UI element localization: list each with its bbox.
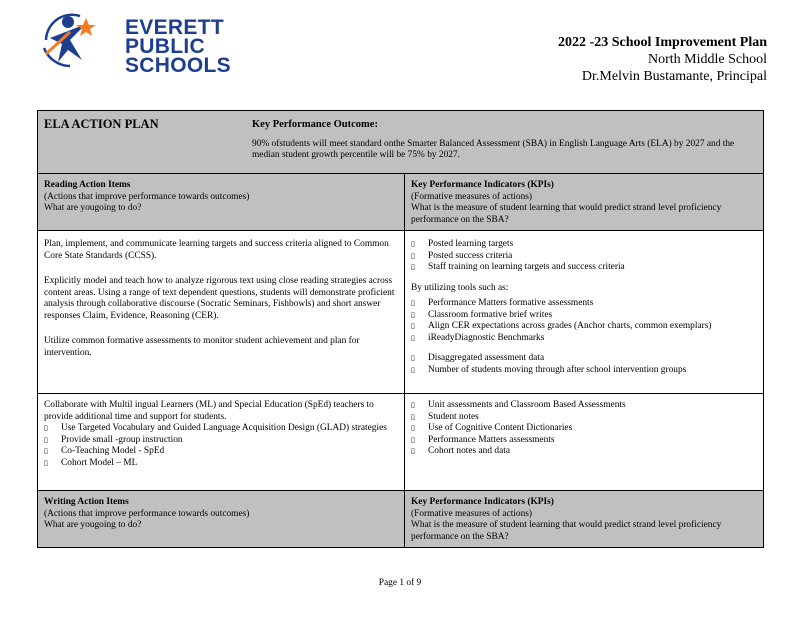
kpi-intro: By utilizing tools such as:	[411, 282, 509, 293]
kpi-item: ▯ Number of students moving through after school intervention groups	[411, 365, 757, 377]
kpi-list	[411, 239, 757, 274]
reading-action-question: What are yougoing to do?	[44, 203, 142, 213]
kpi-item: ▯ Classroom formative brief writes	[411, 310, 757, 322]
logo-line-1: EVERETT	[125, 16, 224, 39]
writing-kpi-sub: (Formative measures of actions)	[411, 508, 533, 519]
kpo-text: 90% ofstudents will meet standard onthe Smarter Balanced Assessment (SBA) in English Language Arts (ELA) by 2027 and the median student growth percentile will be 75% by 2027.	[252, 138, 735, 160]
document-header	[558, 34, 767, 85]
kpi-item: ▯ Student notes	[411, 412, 757, 424]
kpi-list	[411, 298, 757, 344]
principal-name: Dr.Melvin Bustamante, Principal	[581, 69, 767, 84]
kpi-item: ▯ Align CER expectations across grades (Anchor charts, common exemplars)	[411, 321, 757, 333]
writing-kpi-title: Key Performance Indicators (KPIs)	[411, 497, 554, 507]
kpi-item: ▯ Performance Matters assessments	[411, 435, 757, 447]
logo-line-2: PUBLIC	[125, 35, 205, 58]
writing-header-row	[38, 491, 764, 548]
writing-action-sub: (Actions that improve performance towards outcomes)	[44, 508, 250, 519]
outcome-row	[38, 111, 764, 174]
kpi-item: ▯ Performance Matters formative assessments	[411, 298, 757, 310]
kpo-label: Key Performance Outcome:	[252, 119, 378, 130]
reading-row-2	[38, 394, 764, 491]
reading-action-sub: (Actions that improve performance towards outcomes)	[44, 191, 250, 202]
plan-title: 2022 -23 School Improvement Plan	[558, 35, 767, 50]
kpi-list	[411, 353, 757, 376]
action-sub-item: ▯ Use Targeted Vocabulary and Guided Language Acquisition Design (GLAD) strategies	[44, 423, 398, 435]
logo-figure-icon	[40, 8, 98, 70]
reading-kpi-question: What is the measure of student learning that would predict strand level proficiency performance on the SBA?	[411, 203, 722, 225]
kpi-item: ▯ Use of Cognitive Content Dictionaries	[411, 423, 757, 435]
action-sub-item: ▯ Co-Teaching Model - SpEd	[44, 446, 398, 458]
reading-action-title: Reading Action Items	[44, 180, 131, 190]
kpi-item: ▯ Cohort notes and data	[411, 446, 757, 458]
action-sub-item: ▯ Provide small -group instruction	[44, 435, 398, 447]
action-item: Explicitly model and teach how to analyze rigorous text using close reading strategies across content areas. Using a range of text dependent questions, students will demonstrate proficient analysis through collaborative discourse (Socratic Seminars, Fishbowls) and short answer responses Claim, Evidence, Reasoning (CER).	[44, 276, 395, 321]
writing-kpi-question: What is the measure of student learning that would predict strand level proficiency performance on the SBA?	[411, 520, 722, 542]
action-list	[44, 423, 398, 469]
reading-kpi-sub: (Formative measures of actions)	[411, 191, 533, 202]
writing-action-question: What are yougoing to do?	[44, 520, 142, 530]
action-item: Plan, implement, and communicate learning targets and success criteria aligned to Common Core State Standards (CCSS).	[44, 239, 389, 261]
kpi-item: ▯ Posted success criteria	[411, 251, 757, 263]
kpi-item: ▯ Staff training on learning targets and success criteria	[411, 262, 757, 274]
reading-row-1	[38, 231, 764, 394]
section-title: ELA ACTION PLAN	[44, 117, 159, 131]
kpi-list	[411, 400, 757, 458]
kpi-item: ▯ iReadyDiagnostic Benchmarks	[411, 333, 757, 345]
action-item: Collaborate with Multil ingual Learners (ML) and Special Education (SpEd) teachers to provide additional time and support for students.	[44, 400, 374, 422]
reading-kpi-title: Key Performance Indicators (KPIs)	[411, 180, 554, 190]
ela-action-plan-table	[37, 110, 764, 548]
district-logo	[40, 8, 231, 77]
page-number: Page 1 of 9	[378, 578, 422, 588]
logo-line-3: SCHOOLS	[125, 54, 231, 77]
reading-header-row	[38, 174, 764, 231]
kpi-item: ▯ Disaggregated assessment data	[411, 353, 757, 365]
action-sub-item: ▯ Cohort Model – ML	[44, 458, 398, 470]
writing-action-title: Writing Action Items	[44, 497, 129, 507]
kpi-item: ▯ Posted learning targets	[411, 239, 757, 251]
kpi-item: ▯ Unit assessments and Classroom Based Assessments	[411, 400, 757, 412]
action-item: Utilize common formative assessments to monitor student achievement and plan for intervention.	[44, 336, 360, 358]
school-name: North Middle School	[648, 52, 767, 67]
